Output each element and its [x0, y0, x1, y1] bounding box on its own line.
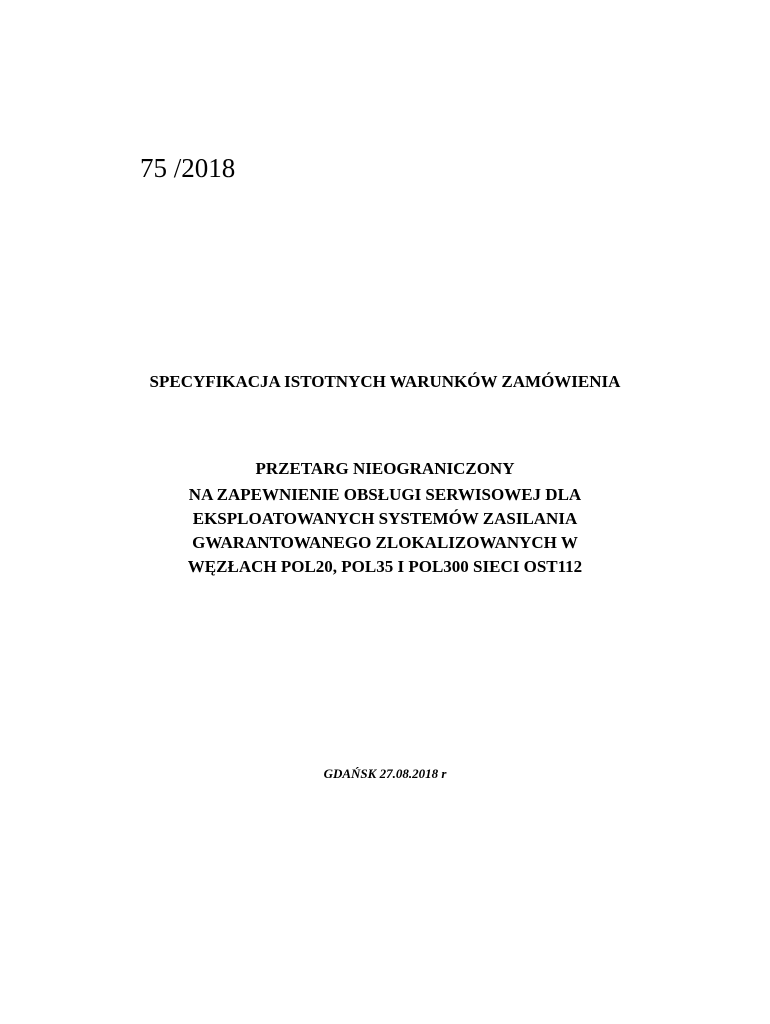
tender-subject-line: GWARANTOWANEGO ZLOKALIZOWANYCH W	[192, 533, 578, 552]
tender-description	[0, 457, 770, 579]
tender-subject-line: NA ZAPEWNIENIE OBSŁUGI SERWISOWEJ DLA	[188, 485, 582, 504]
place-and-date: GDAŃSK 27.08.2018 r	[323, 766, 447, 781]
tender-subject-line: WĘZŁACH POL20, POL35 I POL300 SIECI OST112	[187, 557, 583, 576]
tender-type: PRZETARG NIEOGRANICZONY	[255, 459, 515, 478]
tender-subject-line: EKSPLOATOWANYCH SYSTEMÓW ZASILANIA	[192, 509, 578, 528]
specification-title: SPECYFIKACJA ISTOTNYCH WARUNKÓW ZAMÓWIENIA	[149, 372, 621, 391]
document-number: 75 /2018	[140, 153, 236, 183]
